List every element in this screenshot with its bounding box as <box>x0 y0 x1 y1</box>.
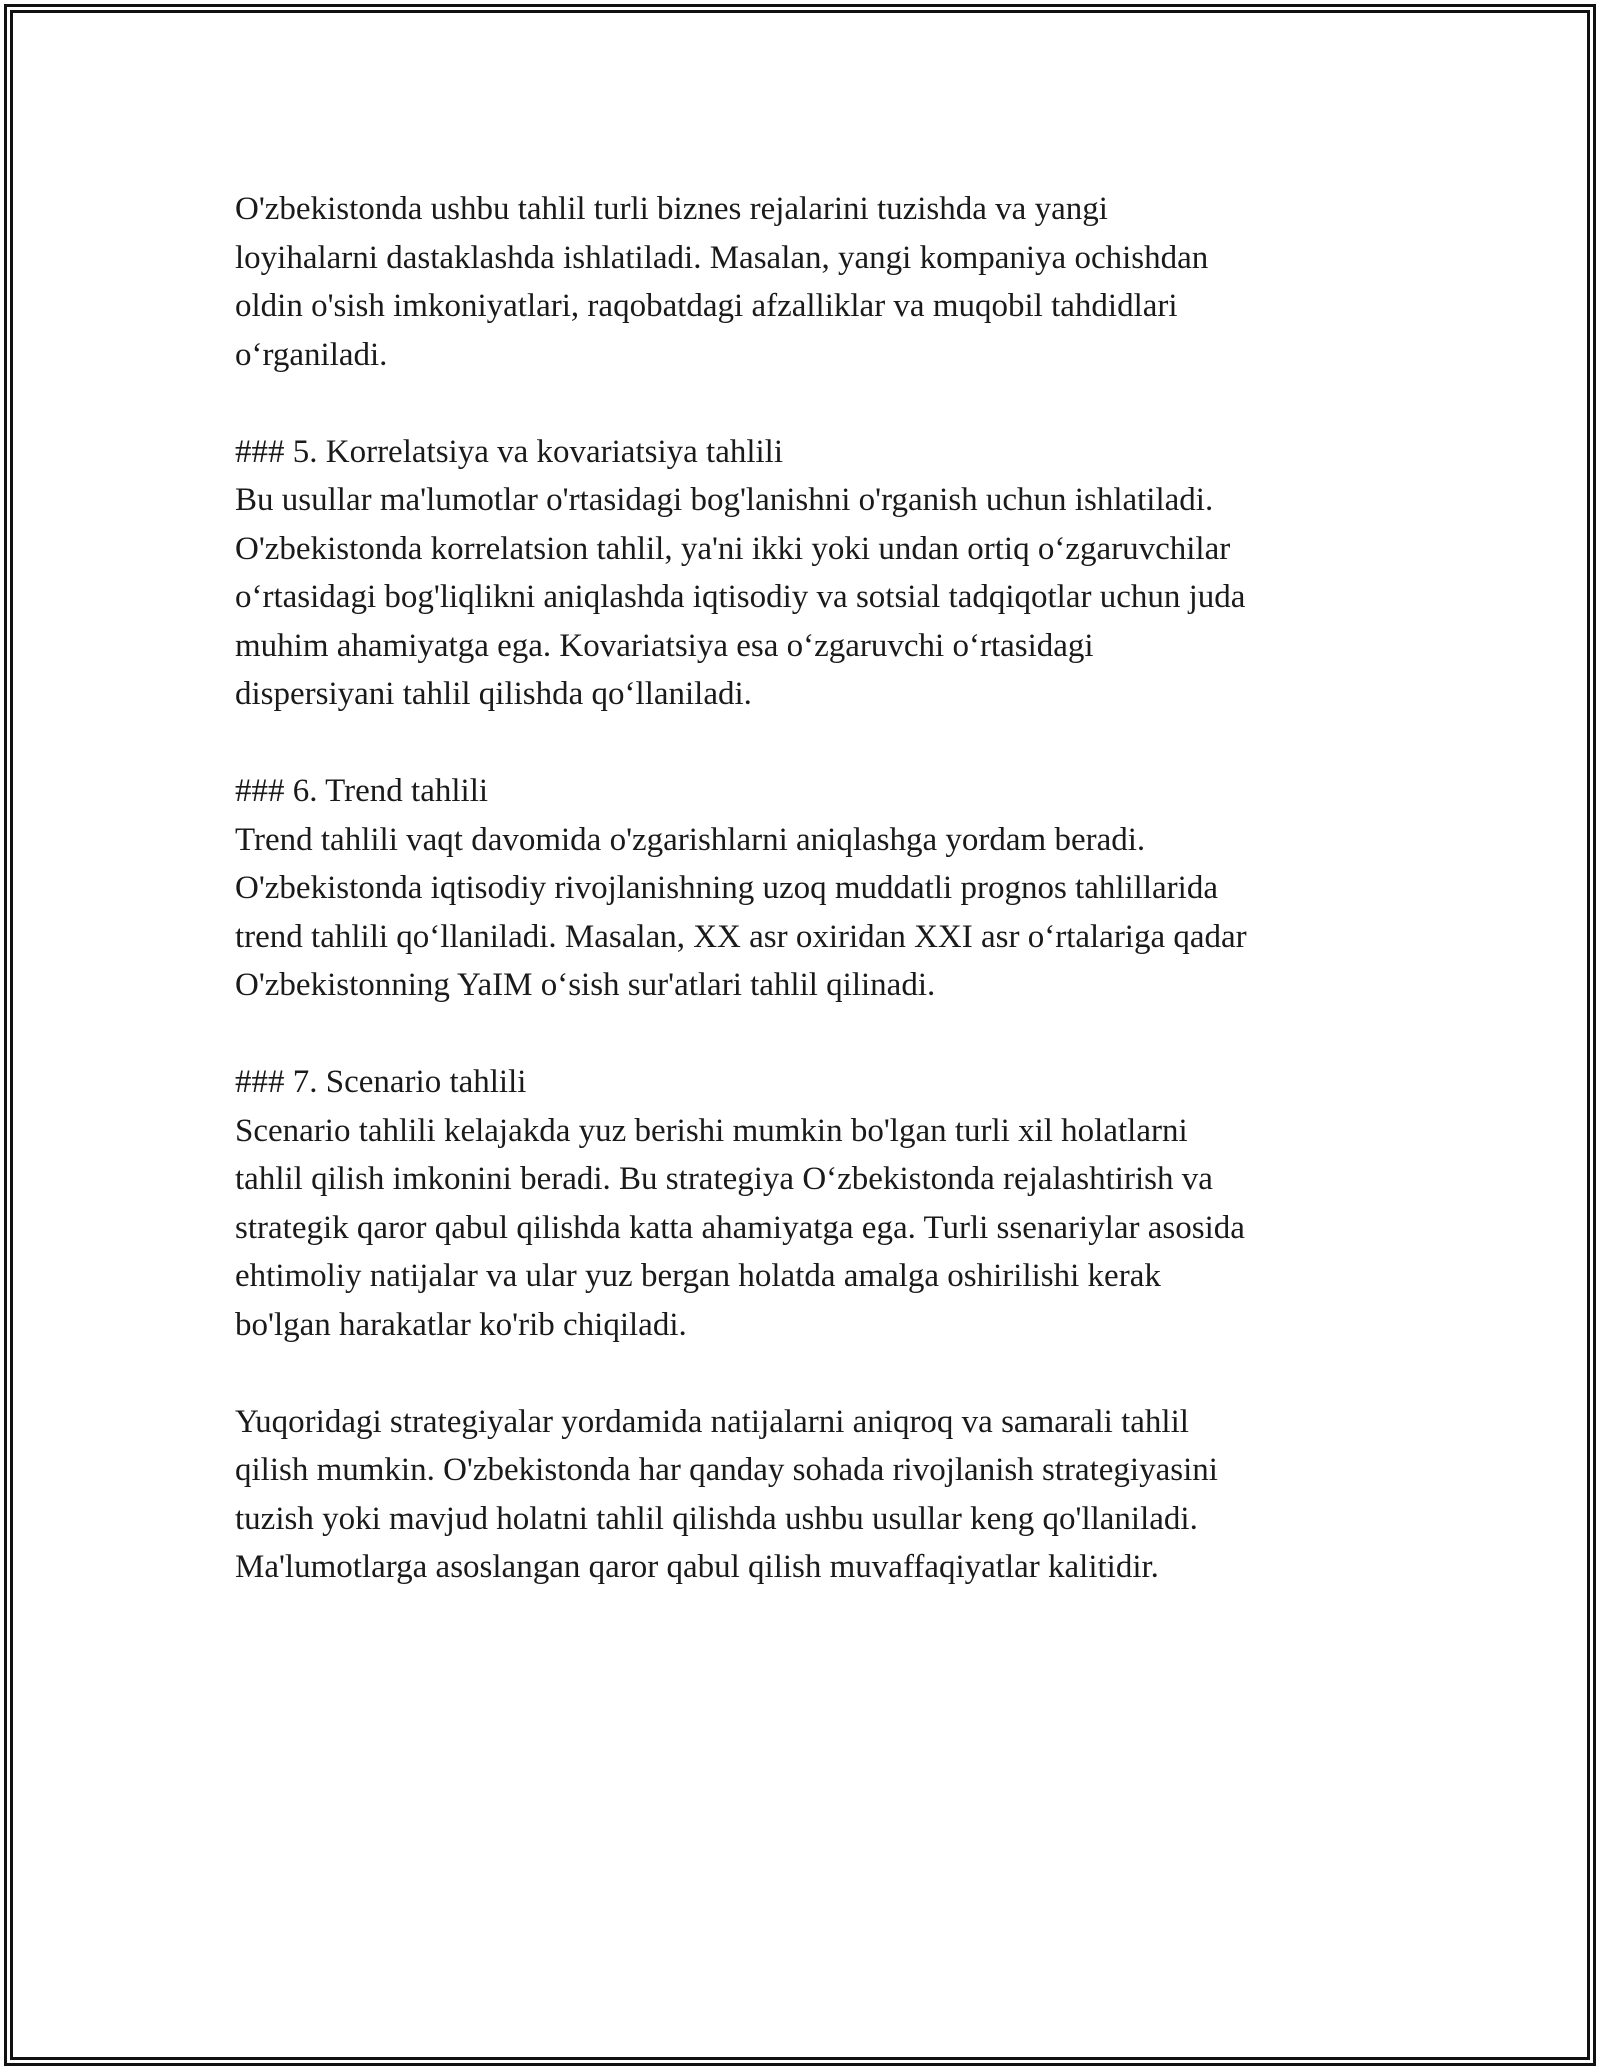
section-6 <box>235 767 1375 1010</box>
paragraph-line: oldin o'sish imkoniyatlari, raqobatdagi afzalliklar va muqobil tahdidlari <box>235 288 1178 324</box>
intro-paragraph <box>235 185 1375 379</box>
paragraph-line: O'zbekistonda korrelatsion tahlil, ya'ni ikki yoki undan ortiq o‘zgaruvchilar <box>235 530 1231 567</box>
paragraph-line: O'zbekistonda iqtisodiy rivojlanishning uzoq muddatli prognos tahlillarida <box>235 870 1218 906</box>
paragraph-line: bo'lgan harakatlar ko'rib chiqiladi. <box>235 1306 687 1343</box>
section-heading: ### 6. Trend tahlili <box>235 773 489 809</box>
section-heading: ### 7. Scenario tahlili <box>235 1064 527 1100</box>
paragraph-line: O'zbekistonda ushbu tahlil turli biznes rejalarini tuzishda va yangi <box>235 191 1108 227</box>
document-body <box>235 185 1375 1640</box>
paragraph-line: o‘rtasidagi bog'liqlikni aniqlashda iqtisodiy va sotsial tadqiqotlar uchun juda <box>235 579 1246 615</box>
paragraph-line: O'zbekistonning YaIM o‘sish sur'atlari tahlil qilinadi. <box>235 967 936 1003</box>
paragraph-line: muhim ahamiyatga ega. Kovariatsiya esa o‘zgaruvchi o‘rtasidagi <box>235 627 1094 664</box>
paragraph-line: trend tahlili qo‘llaniladi. Masalan, XX asr oxiridan XXI asr o‘rtalariga qadar <box>235 918 1247 955</box>
paragraph-line: tahlil qilish imkonini beradi. Bu strategiya O‘zbekistonda rejalashtirish va <box>235 1161 1213 1197</box>
paragraph-line: Trend tahlili vaqt davomida o'zgarishlarni aniqlashga yordam beradi. <box>235 821 1146 858</box>
paragraph-line: loyihalarni dastaklashda ishlatiladi. Masalan, yangi kompaniya ochishdan <box>235 239 1209 276</box>
conclusion-paragraph <box>235 1398 1375 1592</box>
paragraph-line: o‘rganiladi. <box>235 336 388 373</box>
paragraph-line: Ma'lumotlarga asoslangan qaror qabul qilish muvaffaqiyatlar kalitidir. <box>235 1549 1159 1585</box>
section-7 <box>235 1058 1375 1349</box>
paragraph-line: qilish mumkin. O'zbekistonda har qanday sohada rivojlanish strategiyasini <box>235 1452 1218 1488</box>
paragraph-line: ehtimoliy natijalar va ular yuz bergan holatda amalga oshirilishi kerak <box>235 1258 1161 1294</box>
paragraph-line: Scenario tahlili kelajakda yuz berishi mumkin bo'lgan turli xil holatlarni <box>235 1112 1188 1149</box>
section-heading: ### 5. Korrelatsiya va kovariatsiya tahlili <box>235 433 784 470</box>
section-5 <box>235 428 1375 719</box>
paragraph-line: dispersiyani tahlil qilishda qo‘llaniladi. <box>235 676 752 712</box>
paragraph-line: strategik qaror qabul qilishda katta ahamiyatga ega. Turli ssenariylar asosida <box>235 1209 1245 1246</box>
paragraph-line: Bu usullar ma'lumotlar o'rtasidagi bog'lanishni o'rganish uchun ishlatiladi. <box>235 482 1214 518</box>
paragraph-line: Yuqoridagi strategiyalar yordamida natijalarni aniqroq va samarali tahlil <box>235 1403 1189 1440</box>
paragraph-line: tuzish yoki mavjud holatni tahlil qilishda ushbu usullar keng qo'llaniladi. <box>235 1500 1198 1537</box>
